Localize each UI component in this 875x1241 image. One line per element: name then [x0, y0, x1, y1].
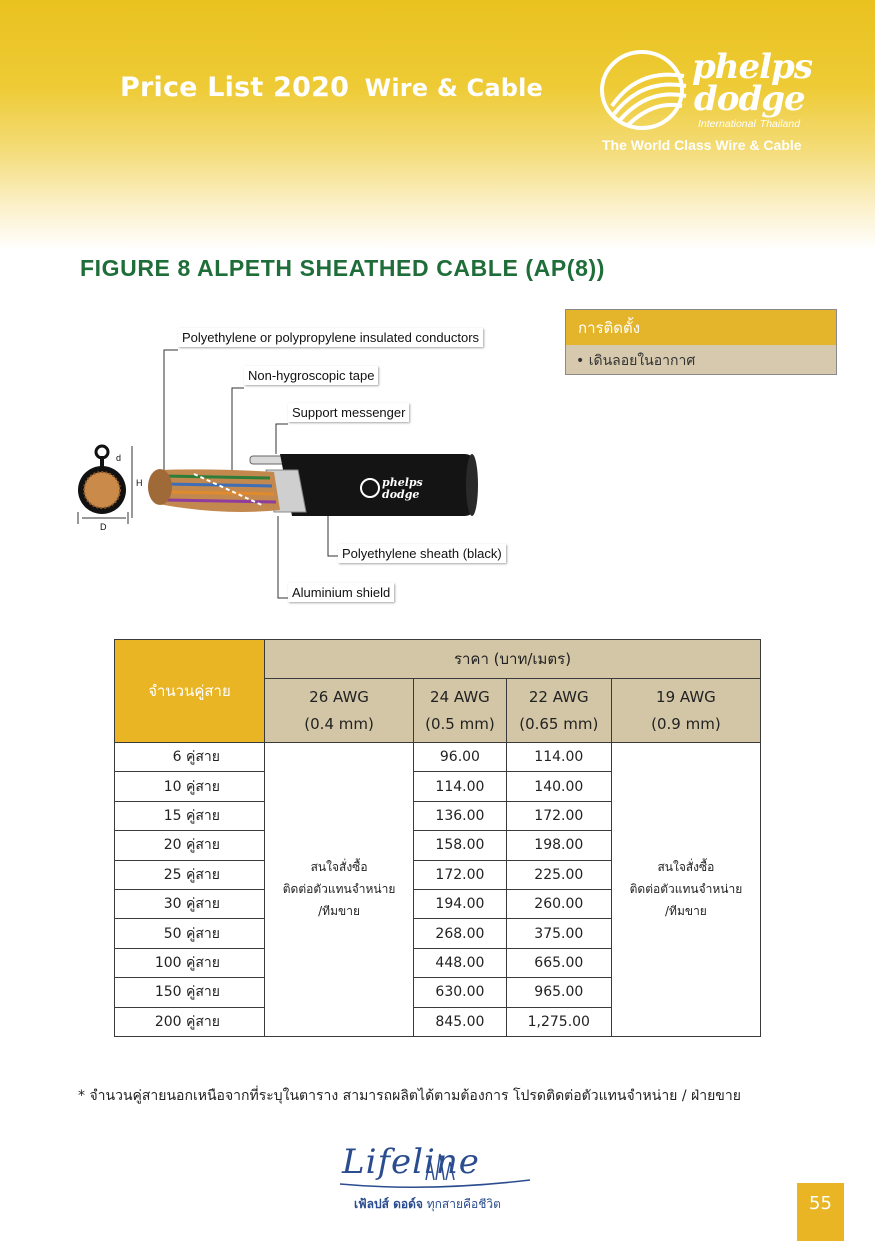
page-number: 55 [797, 1183, 844, 1241]
installation-item: • เดินลอยในอากาศ [566, 345, 836, 374]
pair-count-cell: 25 คู่สาย [115, 860, 265, 889]
brand-tagline: The World Class Wire & Cable [602, 137, 802, 153]
brand-word-phelps: phelps [692, 47, 812, 87]
awg-26-size: (0.4 mm) [304, 714, 374, 733]
pair-count-cell: 15 คู่สาย [115, 801, 265, 830]
footer-brand-th: เฟ้ลปส์ ดอด์จ [354, 1197, 423, 1211]
price-24awg-cell: 268.00 [414, 919, 507, 948]
brand-intl-text: International [698, 118, 756, 130]
price-24awg-cell: 845.00 [414, 1007, 507, 1036]
brand-word-dodge: dodge [694, 79, 805, 119]
lifeline-script-text: Lifeline [342, 1142, 480, 1182]
contact-cell-26awg [265, 743, 414, 1037]
column-header-awg-26 [265, 679, 414, 743]
pair-count-cell: 30 คู่สาย [115, 889, 265, 918]
contact-26-line-3: /ทีมขาย [318, 904, 360, 919]
installation-heading: การติดตั้ง [566, 310, 836, 345]
contact-26-line-1: สนใจสั่งซื้อ [310, 860, 368, 875]
cable-brand-2: dodge [382, 488, 420, 501]
price-24awg-cell: 194.00 [414, 889, 507, 918]
price-22awg-cell: 1,275.00 [506, 1007, 611, 1036]
price-22awg-cell: 225.00 [506, 860, 611, 889]
awg-22-gauge: 22 AWG [528, 687, 589, 706]
contact-19-line-2: ติดต่อตัวแทนจำหน่าย [629, 882, 743, 897]
awg-19-gauge: 19 AWG [656, 687, 716, 706]
awg-24-size: (0.5 mm) [425, 714, 495, 733]
table-header-row-1 [115, 640, 761, 679]
cable-diagram [74, 320, 504, 610]
lifeline-subtitle [354, 1195, 501, 1214]
price-22awg-cell: 260.00 [506, 889, 611, 918]
price-24awg-cell: 630.00 [414, 978, 507, 1007]
price-22awg-cell: 198.00 [506, 831, 611, 860]
column-header-pairs: จำนวนคู่สาย [115, 640, 265, 743]
pair-count-cell: 10 คู่สาย [115, 772, 265, 801]
callout-non-hygroscopic-tape: Non-hygroscopic tape [244, 366, 378, 385]
dim-D-label: D [100, 522, 107, 532]
price-24awg-cell: 172.00 [414, 860, 507, 889]
callout-aluminium-shield: Aluminium shield [288, 583, 394, 602]
price-24awg-cell: 114.00 [414, 772, 507, 801]
callout-insulated-conductors: Polyethylene or polypropylene insulated conductors [178, 328, 483, 347]
contact-19-line-3: /ทีมขาย [665, 904, 707, 919]
contact-19-line-1: สนใจสั่งซื้อ [657, 860, 715, 875]
callout-polyethylene-sheath: Polyethylene sheath (black) [338, 544, 506, 563]
awg-26-gauge: 26 AWG [309, 687, 369, 706]
header-subtitle-text: Wire & Cable [364, 74, 544, 102]
price-24awg-cell: 158.00 [414, 831, 507, 860]
pair-count-cell: 200 คู่สาย [115, 1007, 265, 1036]
brand-international [694, 118, 800, 130]
pair-count-cell: 150 คู่สาย [115, 978, 265, 1007]
column-header-awg-24 [414, 679, 507, 743]
pair-count-cell: 100 คู่สาย [115, 948, 265, 977]
contact-26-line-2: ติดต่อตัวแทนจำหน่าย [282, 882, 396, 897]
price-22awg-cell: 114.00 [506, 743, 611, 772]
pair-count-cell: 20 คู่สาย [115, 831, 265, 860]
column-header-awg-22 [506, 679, 611, 743]
price-24awg-cell: 96.00 [414, 743, 507, 772]
dim-h-label: H [136, 478, 143, 488]
price-22awg-cell: 140.00 [506, 772, 611, 801]
swirl-logo-icon [598, 48, 698, 132]
price-22awg-cell: 375.00 [506, 919, 611, 948]
price-22awg-cell: 665.00 [506, 948, 611, 977]
awg-19-size: (0.9 mm) [651, 714, 721, 733]
figure-title: FIGURE 8 ALPETH SHEATHED CABLE (AP(8)) [80, 255, 605, 281]
footer-slogan-th: ทุกสายคือชีวิต [426, 1197, 501, 1211]
column-header-price: ราคา (บาท/เมตร) [265, 640, 761, 679]
pair-count-cell: 6 คู่สาย [115, 743, 265, 772]
brand-country-text: Thailand [759, 118, 801, 130]
cable-brand-1: phelps [382, 476, 423, 489]
price-24awg-cell: 136.00 [414, 801, 507, 830]
price-table [114, 639, 761, 1037]
table-row [115, 743, 761, 772]
column-header-awg-19 [611, 679, 760, 743]
lifeline-logo [330, 1140, 550, 1220]
installation-box [565, 309, 837, 375]
price-22awg-cell: 172.00 [506, 801, 611, 830]
dim-d-label: d [116, 453, 122, 463]
price-22awg-cell: 965.00 [506, 978, 611, 1007]
price-24awg-cell: 448.00 [414, 948, 507, 977]
awg-24-gauge: 24 AWG [430, 687, 490, 706]
awg-22-size: (0.65 mm) [519, 714, 599, 733]
contact-cell-19awg [611, 743, 760, 1037]
header-title-text: Price List 2020 [120, 72, 350, 103]
cable-illustration [74, 320, 504, 610]
callout-support-messenger: Support messenger [288, 403, 409, 422]
pair-count-cell: 50 คู่สาย [115, 919, 265, 948]
page-header-title [120, 72, 543, 103]
footnote: * จำนวนคู่สายนอกเหนือจากที่ระบุในตาราง สามารถผลิตได้ตามต้องการ โปรดติดต่อตัวแทนจำหน่าย / ฝ่ายขาย [78, 1088, 741, 1104]
